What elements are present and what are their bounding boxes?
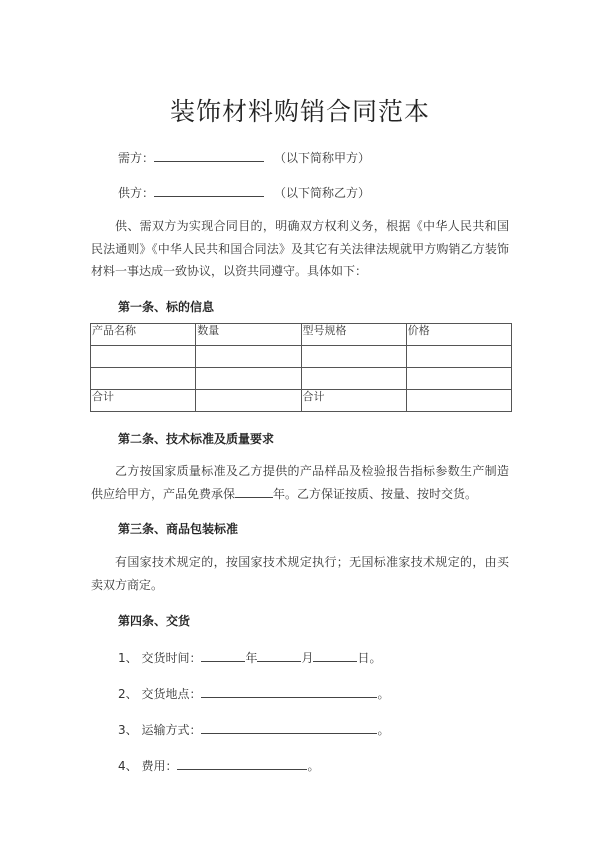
table-cell[interactable] — [406, 346, 511, 368]
table-row — [91, 368, 512, 390]
buyer-note: （以下简称甲方） — [274, 151, 371, 165]
header-model-spec: 型号规格 — [301, 324, 406, 346]
total-label-2: 合计 — [301, 390, 406, 412]
table-cell[interactable] — [196, 390, 301, 412]
document-title: 装饰材料购销合同范本 — [169, 97, 430, 126]
product-table — [90, 323, 512, 412]
cost-label: 4、 费用： — [118, 759, 178, 773]
table-cell[interactable] — [301, 368, 406, 390]
header-product-name: 产品名称 — [91, 324, 196, 346]
delivery-place-line — [118, 684, 389, 702]
delivery-time-label: 1、 交货时间： — [118, 651, 202, 665]
year-label: 年 — [245, 651, 258, 665]
table-cell[interactable] — [196, 368, 301, 390]
article3-paragraph: 有国家技术规定的，按国家技术规定执行；无国标准家技术规定的，由买卖双方商定。 — [91, 555, 509, 592]
buyer-label: 需方： — [118, 151, 155, 165]
cost-line — [118, 756, 319, 774]
intro-paragraph: 供、需双方为实现合同目的，明确双方权利义务，根据《中华人民共和国民法通则》《中华人民共和国合同法》及其它有关法律法规就甲方购销乙方装饰材料一事达成一致协议，以资共同遵守。具体如下： — [91, 219, 509, 278]
article2-paragraph — [91, 460, 509, 505]
article2-heading: 第二条、技术标准及质量要求 — [118, 432, 275, 446]
article4-heading: 第四条、交货 — [118, 614, 191, 628]
transport-line — [118, 720, 389, 738]
table-cell[interactable] — [91, 368, 196, 390]
table-cell[interactable] — [301, 346, 406, 368]
delivery-place-label: 2、 交货地点： — [118, 687, 202, 701]
header-quantity: 数量 — [196, 324, 301, 346]
header-price: 价格 — [406, 324, 511, 346]
delivery-day-blank[interactable] — [313, 648, 357, 662]
table-total-row — [91, 390, 512, 412]
seller-blank[interactable] — [154, 183, 264, 197]
article2-text-part1: 乙方按国家质量标准及乙方提供的产品样品及检验报告指标参数生产制造供应给甲方，产品免费承保 — [91, 464, 509, 501]
total-label-1: 合计 — [91, 390, 196, 412]
buyer-line — [118, 148, 370, 167]
seller-label: 供方： — [118, 186, 155, 200]
table-row — [91, 346, 512, 368]
article1-heading: 第一条、标的信息 — [118, 300, 215, 314]
delivery-time-line — [118, 648, 382, 666]
warranty-years-blank[interactable] — [235, 484, 273, 498]
table-cell[interactable] — [406, 368, 511, 390]
cost-blank[interactable] — [177, 756, 307, 770]
seller-line — [118, 183, 370, 202]
table-cell[interactable] — [196, 346, 301, 368]
delivery-place-end: 。 — [377, 687, 390, 701]
table-cell[interactable] — [406, 390, 511, 412]
cost-end: 。 — [307, 759, 320, 773]
seller-note: （以下简称乙方） — [274, 186, 371, 200]
delivery-place-blank[interactable] — [201, 684, 377, 698]
table-header-row — [91, 324, 512, 346]
month-label: 月 — [301, 651, 314, 665]
article2-text-part2: 年。乙方保证按质、按量、按时交货。 — [273, 486, 478, 501]
transport-label: 3、 运输方式： — [118, 723, 202, 737]
buyer-blank[interactable] — [154, 148, 264, 162]
delivery-month-blank[interactable] — [257, 648, 301, 662]
transport-blank[interactable] — [201, 720, 377, 734]
delivery-year-blank[interactable] — [201, 648, 245, 662]
table-cell[interactable] — [91, 346, 196, 368]
day-label: 日。 — [357, 651, 382, 665]
article3-heading: 第三条、商品包装标准 — [118, 522, 239, 536]
transport-end: 。 — [377, 723, 390, 737]
